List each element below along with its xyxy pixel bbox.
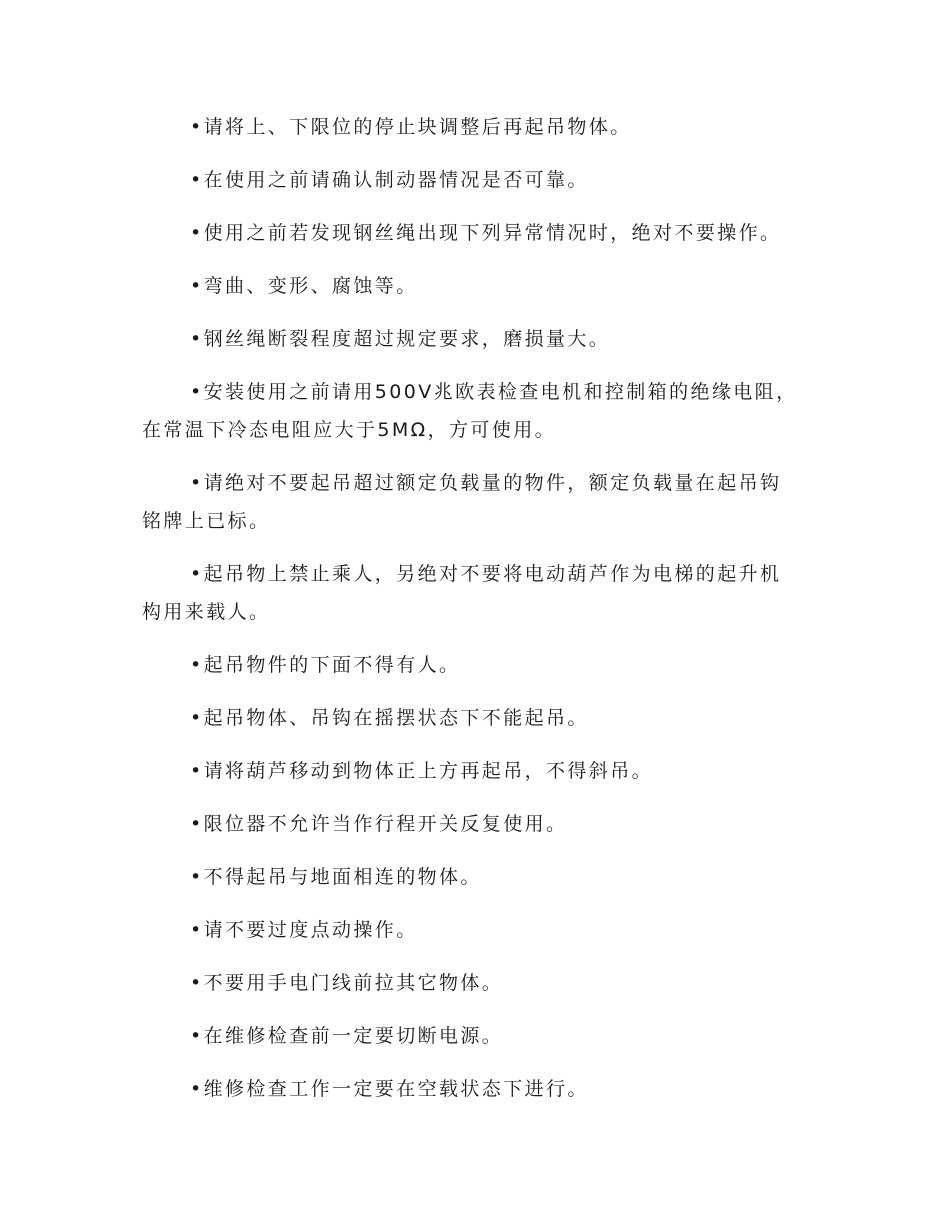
paragraph: •限位器不允许当作行程开关反复使用。 (190, 813, 568, 835)
paragraph: •安装使用之前请用500V兆欧表检查电机和控制箱的绝缘电阻，在常温下冷态电阻应大于5MΩ，方可使用。 (142, 381, 798, 441)
paragraph: •不要用手电门线前拉其它物体。 (190, 972, 504, 994)
paragraph: •请将葫芦移动到物体正上方再起吊，不得斜吊。 (190, 760, 654, 782)
paragraph: •使用之前若发现钢丝绳出现下列异常情况时，绝对不要操作。 (190, 222, 782, 244)
paragraph: •请不要过度点动操作。 (190, 919, 418, 941)
paragraph: •起吊物上禁止乘人，另绝对不要将电动葫芦作为电梯的起升机构用来载人。 (142, 563, 782, 623)
paragraph: •请绝对不要起吊超过额定负载量的物件，额定负载量在起吊钩铭牌上已标。 (142, 472, 782, 532)
paragraph: •起吊物件的下面不得有人。 (190, 654, 461, 676)
paragraph: •钢丝绳断裂程度超过规定要求，磨损量大。 (190, 328, 611, 350)
paragraph: •维修检查工作一定要在空载状态下进行。 (190, 1078, 589, 1100)
paragraph: •起吊物体、吊钩在摇摆状态下不能起吊。 (190, 707, 589, 729)
paragraph: •不得起吊与地面相连的物体。 (190, 866, 482, 888)
document-body (142, 108, 802, 1123)
paragraph: •在使用之前请确认制动器情况是否可靠。 (190, 169, 589, 191)
paragraph: •请将上、下限位的停止块调整后再起吊物体。 (190, 116, 632, 138)
paragraph: •弯曲、变形、腐蚀等。 (190, 275, 418, 297)
paragraph: •在维修检查前一定要切断电源。 (190, 1025, 504, 1047)
